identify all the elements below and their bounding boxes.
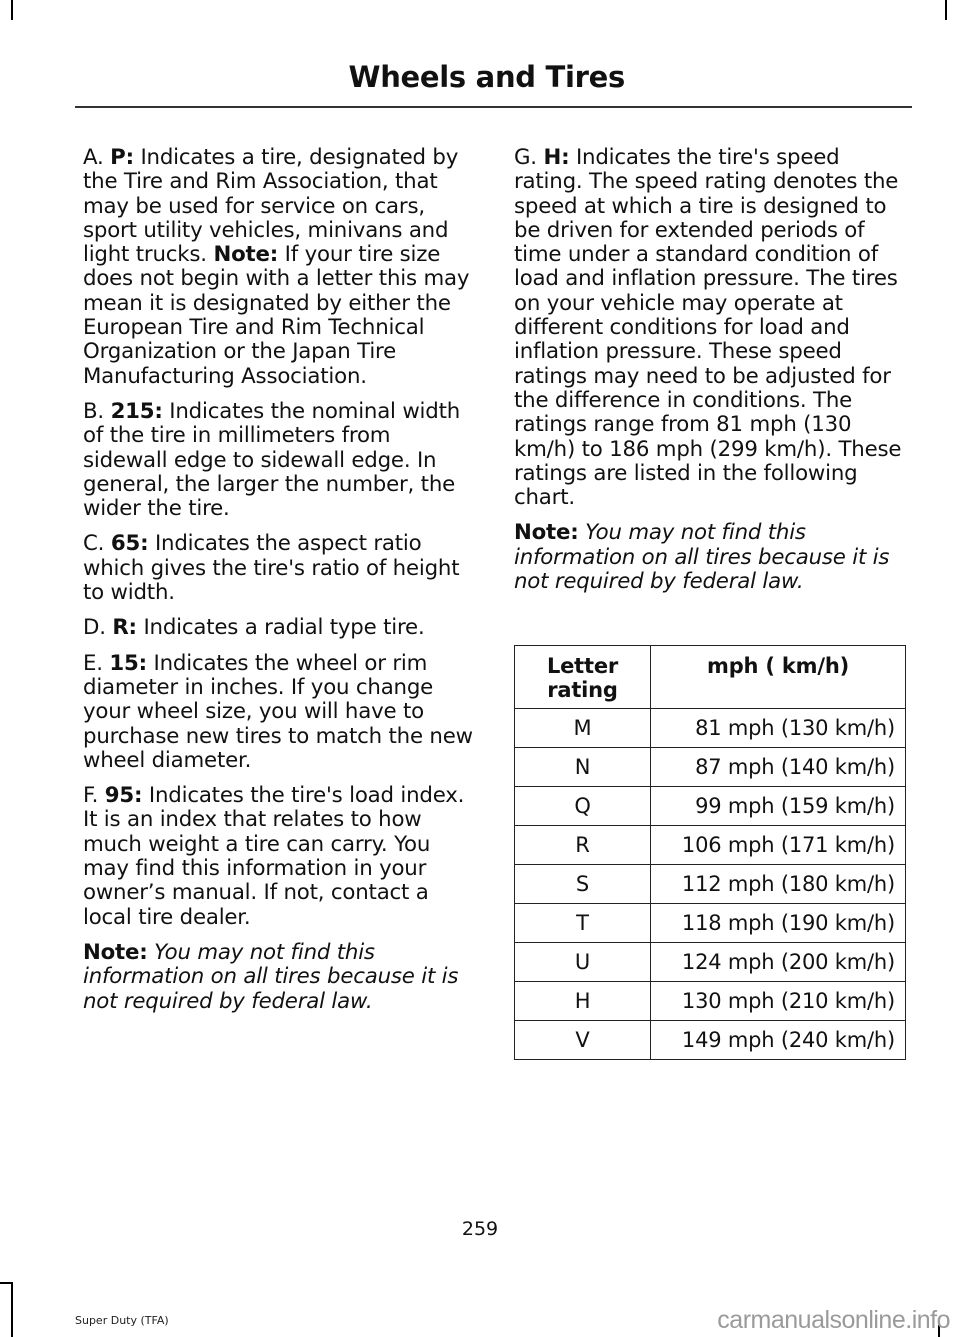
header-letter-rating-label: Letter rating (546, 654, 619, 702)
speed-letter-cell: U (515, 943, 651, 982)
item-f (83, 784, 475, 930)
item-lead: 15: (109, 650, 147, 676)
right-column (514, 146, 906, 605)
item-prefix: E. (83, 650, 103, 676)
speed-value-cell: 112 mph (180 km/h) (651, 865, 906, 904)
inline-note-label: Note: (213, 242, 279, 268)
speed-letter-cell: S (515, 865, 651, 904)
speed-value-cell: 149 mph (240 km/h) (651, 1021, 906, 1060)
table-row (515, 1021, 906, 1060)
speed-value-cell: 87 mph (140 km/h) (651, 748, 906, 787)
note-label: Note: (514, 520, 579, 546)
page-number: 259 (461, 1218, 499, 1240)
header-speed-label: mph ( km/h) (707, 654, 849, 678)
table-header-row (515, 646, 906, 709)
item-c (83, 532, 475, 605)
item-g (514, 146, 906, 510)
item-lead: 65: (110, 531, 149, 557)
table-row (515, 748, 906, 787)
header-letter-rating (515, 646, 651, 709)
item-text: Indicates a radial type tire. (136, 615, 425, 641)
speed-value-cell: 130 mph (210 km/h) (651, 982, 906, 1021)
item-prefix: B. (83, 398, 104, 424)
item-text: Indicates the tire's load index. It is an index that relates to how much weight a tire can carry. You may find this information in your owner’s manual. If not, contact a local tire dealer. (83, 783, 465, 930)
speed-letter-cell: M (515, 709, 651, 748)
table-row (515, 904, 906, 943)
watermark: carmanualsonline.info (717, 1306, 950, 1334)
speed-rating-table (514, 645, 906, 1060)
speed-letter-cell: V (515, 1021, 651, 1060)
speed-value-cell: 118 mph (190 km/h) (651, 904, 906, 943)
speed-value-cell: 124 mph (200 km/h) (651, 943, 906, 982)
speed-value-cell: 81 mph (130 km/h) (651, 709, 906, 748)
item-lead: R: (112, 615, 137, 641)
item-text: Indicates the tire's speed rating. The speed rating denotes the speed at which a tire is designed to be driven for extended periods of time under a standard condition of load and inflation pressure. The tires on your vehicle may operate at different conditions for load and inflation pressure. These speed ratings may need to be adjusted for the difference in conditions. The ratings range from 81 mph (130 km/h) to 186 mph (299 km/h). These ratings are listed in the following chart. (514, 145, 902, 511)
speed-value-cell: 106 mph (171 km/h) (651, 826, 906, 865)
item-d (83, 616, 475, 640)
right-note (514, 521, 906, 594)
item-text: Indicates a tire, designated by the Tire and Rim Association, that may be used for service on cars, sport utility vehicles, minivans and light trucks. (83, 145, 459, 268)
item-prefix: D. (83, 615, 106, 641)
item-prefix: G. (514, 145, 537, 170)
header-divider (75, 106, 912, 108)
speed-letter-cell: H (515, 982, 651, 1021)
table-row (515, 943, 906, 982)
note-label: Note: (83, 939, 148, 965)
inline-note-text: If your tire size does not begin with a letter this may mean it is designated by either the European Tire and Rim Technical Organization or the Japan Tire Manufacturing Association. (83, 242, 470, 389)
item-lead: H: (543, 145, 570, 170)
speed-letter-cell: N (515, 748, 651, 787)
left-column (83, 146, 475, 1025)
note-text: You may not find this information on all tires because it is not required by federal law. (83, 939, 459, 1014)
item-prefix: A. (83, 145, 104, 170)
item-a (83, 146, 475, 389)
note-text: You may not find this information on all tires because it is not required by federal law. (514, 520, 890, 595)
page-title: Wheels and Tires (348, 60, 625, 94)
crop-mark-top-right (945, 0, 947, 20)
speed-letter-cell: R (515, 826, 651, 865)
table-row (515, 865, 906, 904)
item-prefix: C. (83, 531, 105, 557)
item-text: Indicates the nominal width of the tire in millimeters from sidewall edge to sidewall edge. In general, the larger the number, the wider the tire. (83, 398, 461, 522)
item-lead: P: (110, 145, 134, 170)
book-title: Super Duty (TFA) (75, 1314, 169, 1327)
table-row (515, 787, 906, 826)
crop-mark-bottom-left-h (0, 1282, 12, 1284)
item-text: Indicates the wheel or rim diameter in inches. If you change your wheel size, you will have to purchase new tires to match the new wheel diameter. (83, 650, 473, 773)
crop-mark-top-left (11, 0, 13, 20)
item-b (83, 400, 475, 521)
speed-letter-cell: T (515, 904, 651, 943)
header-speed (651, 646, 906, 709)
left-note (83, 941, 475, 1014)
item-e (83, 652, 475, 773)
crop-mark-bottom-left (11, 1282, 13, 1337)
item-lead: 215: (110, 398, 163, 424)
table-row (515, 982, 906, 1021)
table-row (515, 826, 906, 865)
table-row (515, 709, 906, 748)
item-text: Indicates the aspect ratio which gives the tire's ratio of height to width. (83, 531, 460, 606)
item-lead: 95: (104, 783, 143, 809)
speed-value-cell: 99 mph (159 km/h) (651, 787, 906, 826)
item-prefix: F. (83, 783, 99, 809)
speed-letter-cell: Q (515, 787, 651, 826)
